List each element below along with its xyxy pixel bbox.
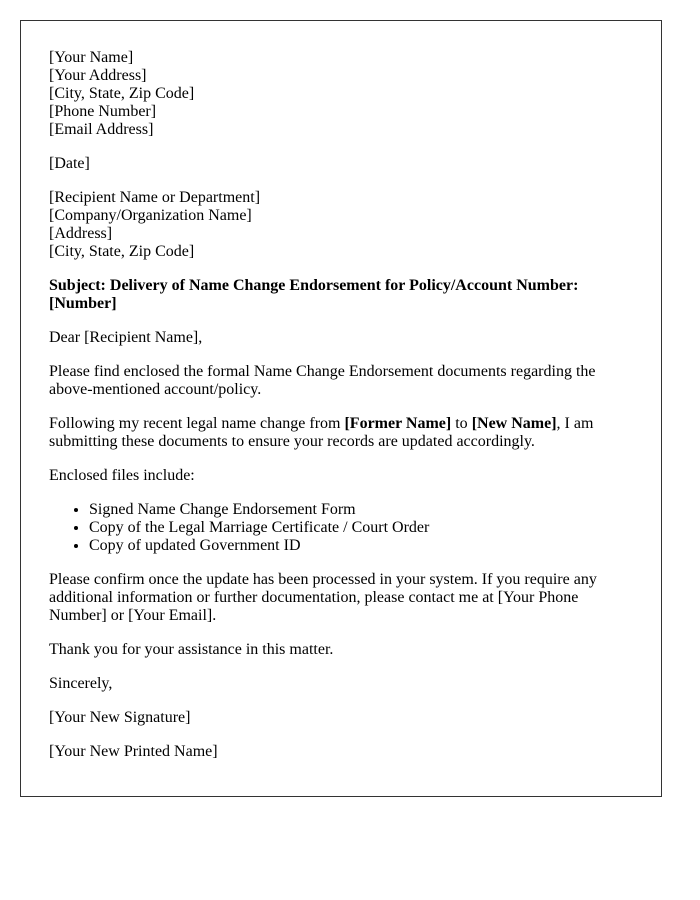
printed-name: [Your New Printed Name] [49, 743, 218, 760]
recipient-city-state-zip: [City, State, Zip Code] [49, 243, 195, 260]
recipient-company: [Company/Organization Name] [49, 207, 252, 224]
sender-email: [Email Address] [49, 121, 154, 138]
new-name: [New Name] [471, 415, 557, 432]
list-item: • Copy of the Legal Marriage Certificate / Court Order [89, 519, 633, 537]
subject-line [49, 277, 633, 313]
paragraph-part: Following my recent legal name change from [49, 415, 345, 432]
sender-city-state-zip: [City, State, Zip Code] [49, 85, 195, 102]
paragraph-part: to [451, 415, 472, 432]
sender-name: [Your Name] [49, 49, 134, 66]
salutation: Dear [Recipient Name], [49, 329, 203, 346]
paragraph-enclosed: Please find enclosed the formal Name Change Endorsement documents regarding the above-mentioned account/policy. [49, 363, 596, 398]
recipient-name: [Recipient Name or Department] [49, 189, 261, 206]
signature: [Your New Signature] [49, 709, 191, 726]
paragraph-name-change [49, 415, 633, 451]
enclosures-intro: Enclosed files include: [49, 467, 195, 484]
closing: Sincerely, [49, 675, 113, 692]
thanks-line: Thank you for your assistance in this matter. [49, 641, 334, 658]
sender-phone: [Phone Number] [49, 103, 157, 120]
sender-address: [Your Address] [49, 67, 147, 84]
subject-text: Subject: Delivery of Name Change Endorsement for Policy/Account Number: [Number] [49, 277, 579, 312]
recipient-address: [Address] [49, 225, 113, 242]
list-item: • Copy of updated Government ID [89, 537, 633, 555]
former-name: [Former Name] [344, 415, 452, 432]
enclosures-list [49, 501, 633, 555]
recipient-block [49, 189, 633, 261]
paragraph-confirm: Please confirm once the update has been processed in your system. If you require any additional information or further documentation, please contact me at [Your Phone Number] or [Your Email]. [49, 571, 597, 624]
paragraph-part: , I am submitting these documents to ensure your records are updated accordingly. [49, 415, 594, 450]
list-item: • Signed Name Change Endorsement Form [89, 501, 633, 519]
letter-container [20, 20, 662, 797]
sender-block [49, 49, 633, 139]
letter-date: [Date] [49, 155, 90, 172]
